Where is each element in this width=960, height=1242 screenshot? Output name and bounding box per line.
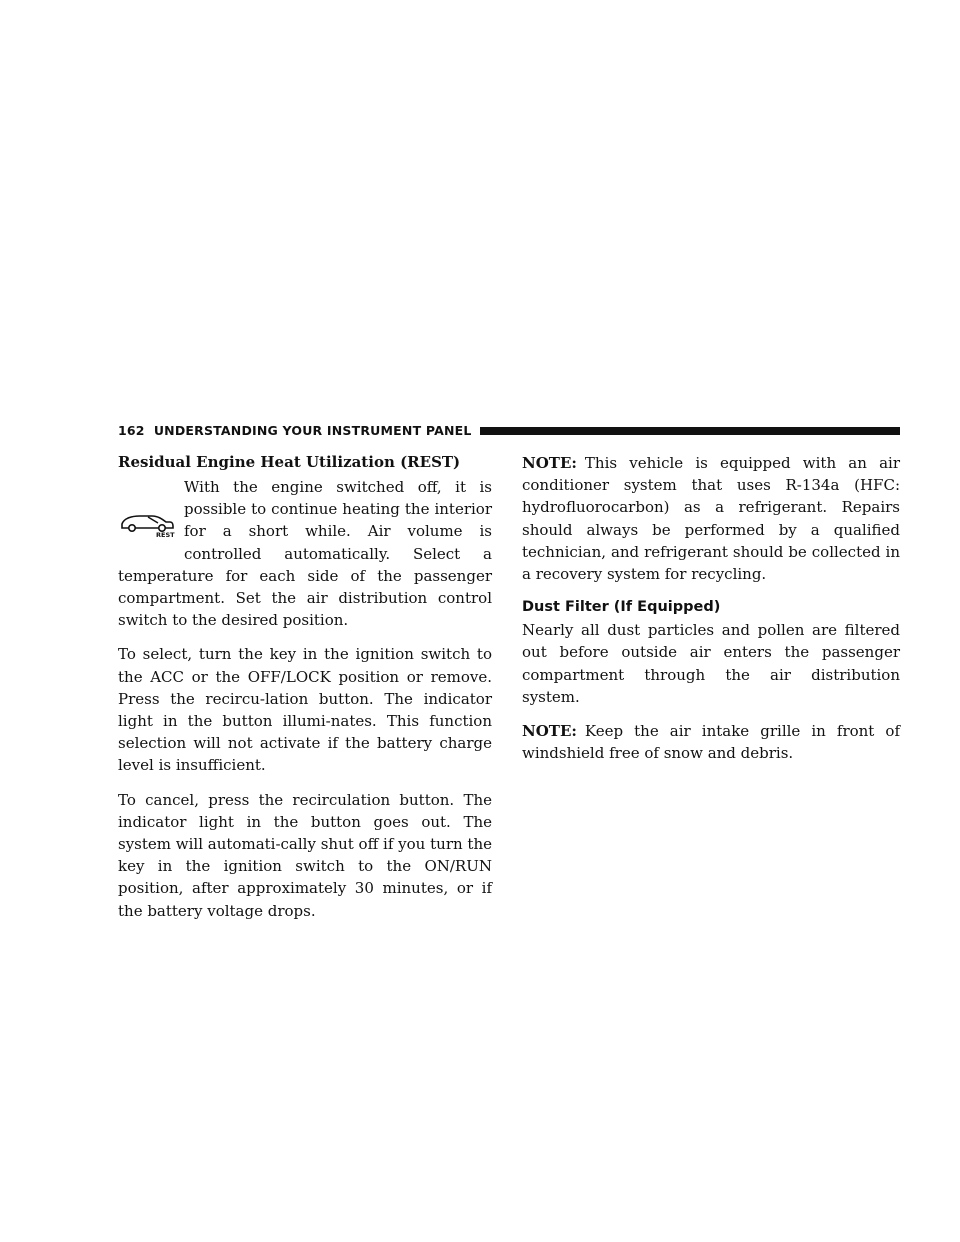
dust-filter-heading: Dust Filter (If Equipped)	[522, 599, 721, 616]
rest-paragraph-1: With the engine switched off, it is possible to continue heating the interior for a short while. Air volume is controlled automatically. Select a temperature for each side of the passenger compartment. Set the air distribution control switch to the desired position.	[118, 478, 492, 630]
note-grille	[522, 720, 900, 764]
header-rule	[480, 427, 900, 435]
rest-paragraph-2: To select, turn the key in the ignition switch to the ACC or the OFF/LOCK position or remove. Press the recircu-lation button. The indicator light in the button illumi-nates. This function selection will not activate if the battery charge level is insufficient.	[118, 645, 492, 775]
note-refrigerant-text: This vehicle is equipped with an air conditioner system that uses R-134a (HFC: hydrofluorocarbon) as a refrigerant. Repairs should always be performed by a qualified technician, and refrigerant should be collected in a recovery system for recycling.	[522, 454, 900, 584]
right-column	[522, 452, 900, 776]
section-title: UNDERSTANDING YOUR INSTRUMENT PANEL	[153, 422, 472, 438]
rest-car-icon	[118, 476, 180, 562]
note-grille-text: Keep the air intake grille in front of windshield free of snow and debris.	[522, 722, 900, 763]
rest-heading: Residual Engine Heat Utilization (REST)	[118, 453, 461, 471]
page-header-text	[118, 423, 472, 438]
dust-filter-paragraph: Nearly all dust particles and pollen are filtered out before outside air enters the passenger compartment through the air distribution system.	[522, 621, 900, 706]
rest-icon-label: REST	[156, 531, 175, 538]
left-column	[118, 452, 492, 934]
page-header	[118, 421, 900, 439]
note-label: NOTE:	[522, 722, 577, 741]
rest-paragraph-3: To cancel, press the recirculation button. The indicator light in the button goes out. The system will automati-cally shut off if you turn the key in the ignition switch to the ON/RUN position, after approximately 30 minutes, or if the battery voltage drops.	[118, 790, 492, 920]
note-refrigerant	[522, 452, 900, 585]
note-label: NOTE:	[522, 454, 577, 472]
page-number: 162	[118, 422, 145, 438]
